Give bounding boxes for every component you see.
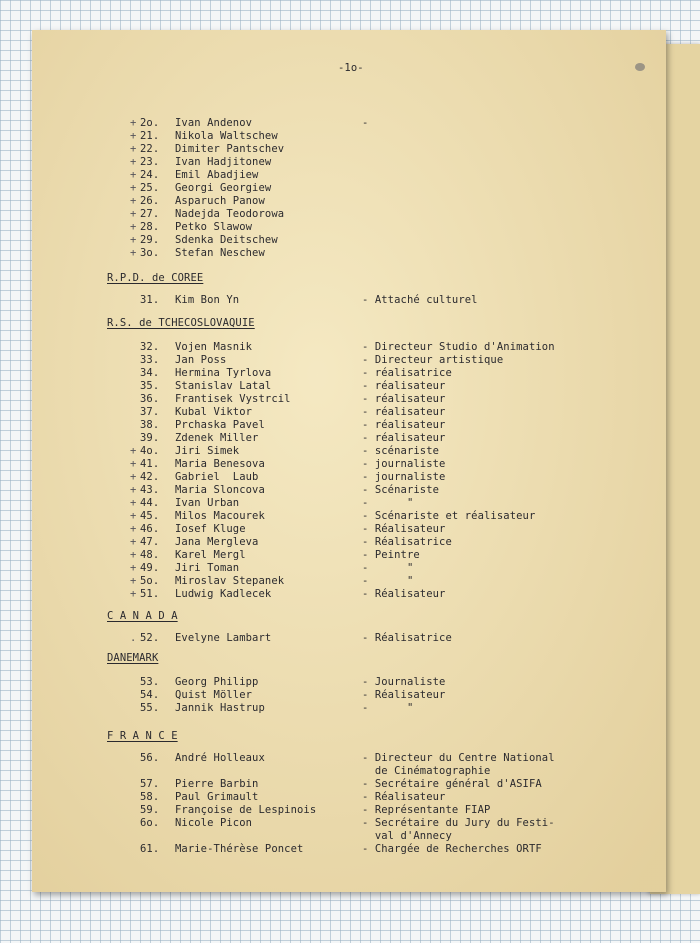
list-item-name: Jan Poss — [175, 354, 227, 366]
list-item-number: 39. — [140, 432, 160, 444]
list-item-name: Evelyne Lambart — [175, 632, 272, 644]
list-item-name: Karel Mergl — [175, 549, 246, 561]
list-item-number: 58. — [140, 791, 160, 803]
list-item-role: - Réalisatrice — [362, 536, 452, 548]
list-item-number: 54. — [140, 689, 160, 701]
list-item-role: - Réalisateur — [362, 791, 446, 803]
list-item-name: Stefan Neschew — [175, 247, 265, 259]
section-heading: C A N A D A — [107, 610, 178, 622]
list-item-number: 38. — [140, 419, 160, 431]
list-item-number: 27. — [140, 208, 160, 220]
list-item-role: - Directeur Studio d'Animation — [362, 341, 555, 353]
list-item-number: 28. — [140, 221, 160, 233]
list-item-mark: + — [130, 497, 137, 509]
list-item-number: 46. — [140, 523, 160, 535]
section-heading: F R A N C E — [107, 730, 178, 742]
list-item-number: 47. — [140, 536, 160, 548]
list-item-name: Petko Slawow — [175, 221, 253, 233]
list-item-name: Jannik Hastrup — [175, 702, 265, 714]
list-item-number: 41. — [140, 458, 160, 470]
list-item-mark: + — [130, 169, 137, 181]
list-item-role: - réalisateur — [362, 380, 446, 392]
list-item-name: Jiri Toman — [175, 562, 240, 574]
list-item-role: val d'Annecy — [362, 830, 452, 842]
page-number: -1o- — [338, 62, 364, 74]
list-item-mark: + — [130, 484, 137, 496]
list-item-number: 55. — [140, 702, 160, 714]
list-item-mark: + — [130, 549, 137, 561]
list-item-name: Nicole Picon — [175, 817, 253, 829]
list-item-name: Paul Grimault — [175, 791, 259, 803]
list-item-mark: + — [130, 195, 137, 207]
list-item-role: - Réalisateur — [362, 588, 446, 600]
section-heading: R.S. de TCHECOSLOVAQUIE — [107, 317, 255, 329]
list-item-number: 24. — [140, 169, 160, 181]
list-item-mark: + — [130, 562, 137, 574]
list-item-name: Hermina Tyrlova — [175, 367, 272, 379]
list-item-name: Georgi Georgiew — [175, 182, 272, 194]
list-item-role: - " — [362, 575, 414, 587]
list-item-name: André Holleaux — [175, 752, 265, 764]
section-heading: R.P.D. de COREE — [107, 272, 204, 284]
list-item-number: 5o. — [140, 575, 160, 587]
list-item-role: - " — [362, 702, 414, 714]
list-item-name: Maria Sloncova — [175, 484, 265, 496]
list-item-name: Iosef Kluge — [175, 523, 246, 535]
list-item-name: Zdenek Miller — [175, 432, 259, 444]
list-item-number: 43. — [140, 484, 160, 496]
list-item-role: - Représentante FIAP — [362, 804, 491, 816]
list-item-mark: + — [130, 234, 137, 246]
list-item-number: 26. — [140, 195, 160, 207]
list-item-mark: + — [130, 445, 137, 457]
list-item-number: 34. — [140, 367, 160, 379]
list-item-name: Emil Abadjiew — [175, 169, 259, 181]
list-item-number: 53. — [140, 676, 160, 688]
list-item-number: 49. — [140, 562, 160, 574]
list-item-name: Asparuch Panow — [175, 195, 265, 207]
list-item-role: - Chargée de Recherches ORTF — [362, 843, 542, 855]
list-item-name: Ivan Hadjitonew — [175, 156, 272, 168]
list-item-role: - Directeur artistique — [362, 354, 504, 366]
list-item-mark: + — [130, 575, 137, 587]
list-item-number: 52. — [140, 632, 160, 644]
list-item-role: - journaliste — [362, 471, 446, 483]
list-item-mark: + — [130, 221, 137, 233]
document-page — [32, 30, 666, 892]
list-item-name: Maria Benesova — [175, 458, 265, 470]
list-item-number: 37. — [140, 406, 160, 418]
list-item-name: Gabriel Laub — [175, 471, 259, 483]
list-item-role: - journaliste — [362, 458, 446, 470]
list-item-role: - Secrétaire général d'ASIFA — [362, 778, 542, 790]
list-item-number: 2o. — [140, 117, 160, 129]
list-item-role: de Cinématographie — [362, 765, 491, 777]
list-item-number: 44. — [140, 497, 160, 509]
list-item-role: - Réalisatrice — [362, 632, 452, 644]
list-item-number: 61. — [140, 843, 160, 855]
list-item-number: 4o. — [140, 445, 160, 457]
list-item-name: Nadejda Teodorowa — [175, 208, 285, 220]
list-item-name: Stanislav Latal — [175, 380, 272, 392]
punch-hole — [635, 63, 645, 71]
list-item-name: Georg Philipp — [175, 676, 259, 688]
list-item-mark: + — [130, 247, 137, 259]
list-item-mark: + — [130, 156, 137, 168]
list-item-name: Marie-Thérèse Poncet — [175, 843, 304, 855]
list-item-number: 48. — [140, 549, 160, 561]
list-item-name: Prchaska Pavel — [175, 419, 265, 431]
list-item-role: - — [362, 117, 369, 129]
list-item-name: Ivan Urban — [175, 497, 240, 509]
list-item-number: 33. — [140, 354, 160, 366]
list-item-role: - " — [362, 497, 414, 509]
list-item-number: 59. — [140, 804, 160, 816]
list-item-name: Jana Mergleva — [175, 536, 259, 548]
list-item-role: - Attaché culturel — [362, 294, 478, 306]
list-item-number: 21. — [140, 130, 160, 142]
list-item-number: 42. — [140, 471, 160, 483]
list-item-mark: + — [130, 510, 137, 522]
list-item-role: - Journaliste — [362, 676, 446, 688]
list-item-mark: + — [130, 523, 137, 535]
list-item-role: - réalisateur — [362, 419, 446, 431]
list-item-mark: + — [130, 588, 137, 600]
list-item-mark: + — [130, 182, 137, 194]
list-item-name: Sdenka Deitschew — [175, 234, 278, 246]
list-item-number: 31. — [140, 294, 160, 306]
list-item-name: Ludwig Kadlecek — [175, 588, 272, 600]
list-item-mark: + — [130, 471, 137, 483]
list-item-name: Dimiter Pantschev — [175, 143, 285, 155]
list-item-name: Jiri Simek — [175, 445, 240, 457]
list-item-role: - " — [362, 562, 414, 574]
list-item-role: - Scénariste et réalisateur — [362, 510, 536, 522]
list-item-mark: + — [130, 117, 137, 129]
list-item-mark: + — [130, 143, 137, 155]
list-item-role: - scénariste — [362, 445, 440, 457]
list-item-number: 57. — [140, 778, 160, 790]
list-item-role: - réalisateur — [362, 393, 446, 405]
list-item-role: - Scénariste — [362, 484, 440, 496]
list-item-name: Nikola Waltschew — [175, 130, 278, 142]
list-item-name: Vojen Masnik — [175, 341, 253, 353]
list-item-name: Milos Macourek — [175, 510, 265, 522]
list-item-name: Miroslav Stepanek — [175, 575, 285, 587]
list-item-number: 25. — [140, 182, 160, 194]
section-heading: DANEMARK — [107, 652, 159, 664]
list-item-name: Kubal Viktor — [175, 406, 253, 418]
list-item-number: 6o. — [140, 817, 160, 829]
list-item-mark: + — [130, 208, 137, 220]
list-item-mark: + — [130, 458, 137, 470]
list-item-number: 36. — [140, 393, 160, 405]
list-item-role: - Peintre — [362, 549, 420, 561]
list-item-mark: . — [130, 632, 137, 644]
list-item-number: 3o. — [140, 247, 160, 259]
list-item-name: Kim Bon Yn — [175, 294, 240, 306]
list-item-number: 23. — [140, 156, 160, 168]
list-item-name: Ivan Andenov — [175, 117, 253, 129]
list-item-role: - Secrétaire du Jury du Festi- — [362, 817, 555, 829]
list-item-name: Pierre Barbin — [175, 778, 259, 790]
list-item-role: - réalisateur — [362, 432, 446, 444]
list-item-number: 35. — [140, 380, 160, 392]
list-item-name: Quist Möller — [175, 689, 253, 701]
list-item-number: 56. — [140, 752, 160, 764]
list-item-number: 51. — [140, 588, 160, 600]
list-item-name: Françoise de Lespinois — [175, 804, 317, 816]
list-item-mark: + — [130, 536, 137, 548]
list-item-name: Frantisek Vystrcil — [175, 393, 291, 405]
list-item-role: - Réalisateur — [362, 523, 446, 535]
list-item-number: 22. — [140, 143, 160, 155]
list-item-role: - Réalisateur — [362, 689, 446, 701]
list-item-number: 29. — [140, 234, 160, 246]
list-item-role: - réalisateur — [362, 406, 446, 418]
list-item-role: - Directeur du Centre National — [362, 752, 555, 764]
list-item-number: 45. — [140, 510, 160, 522]
list-item-number: 32. — [140, 341, 160, 353]
list-item-mark: + — [130, 130, 137, 142]
list-item-role: - réalisatrice — [362, 367, 452, 379]
